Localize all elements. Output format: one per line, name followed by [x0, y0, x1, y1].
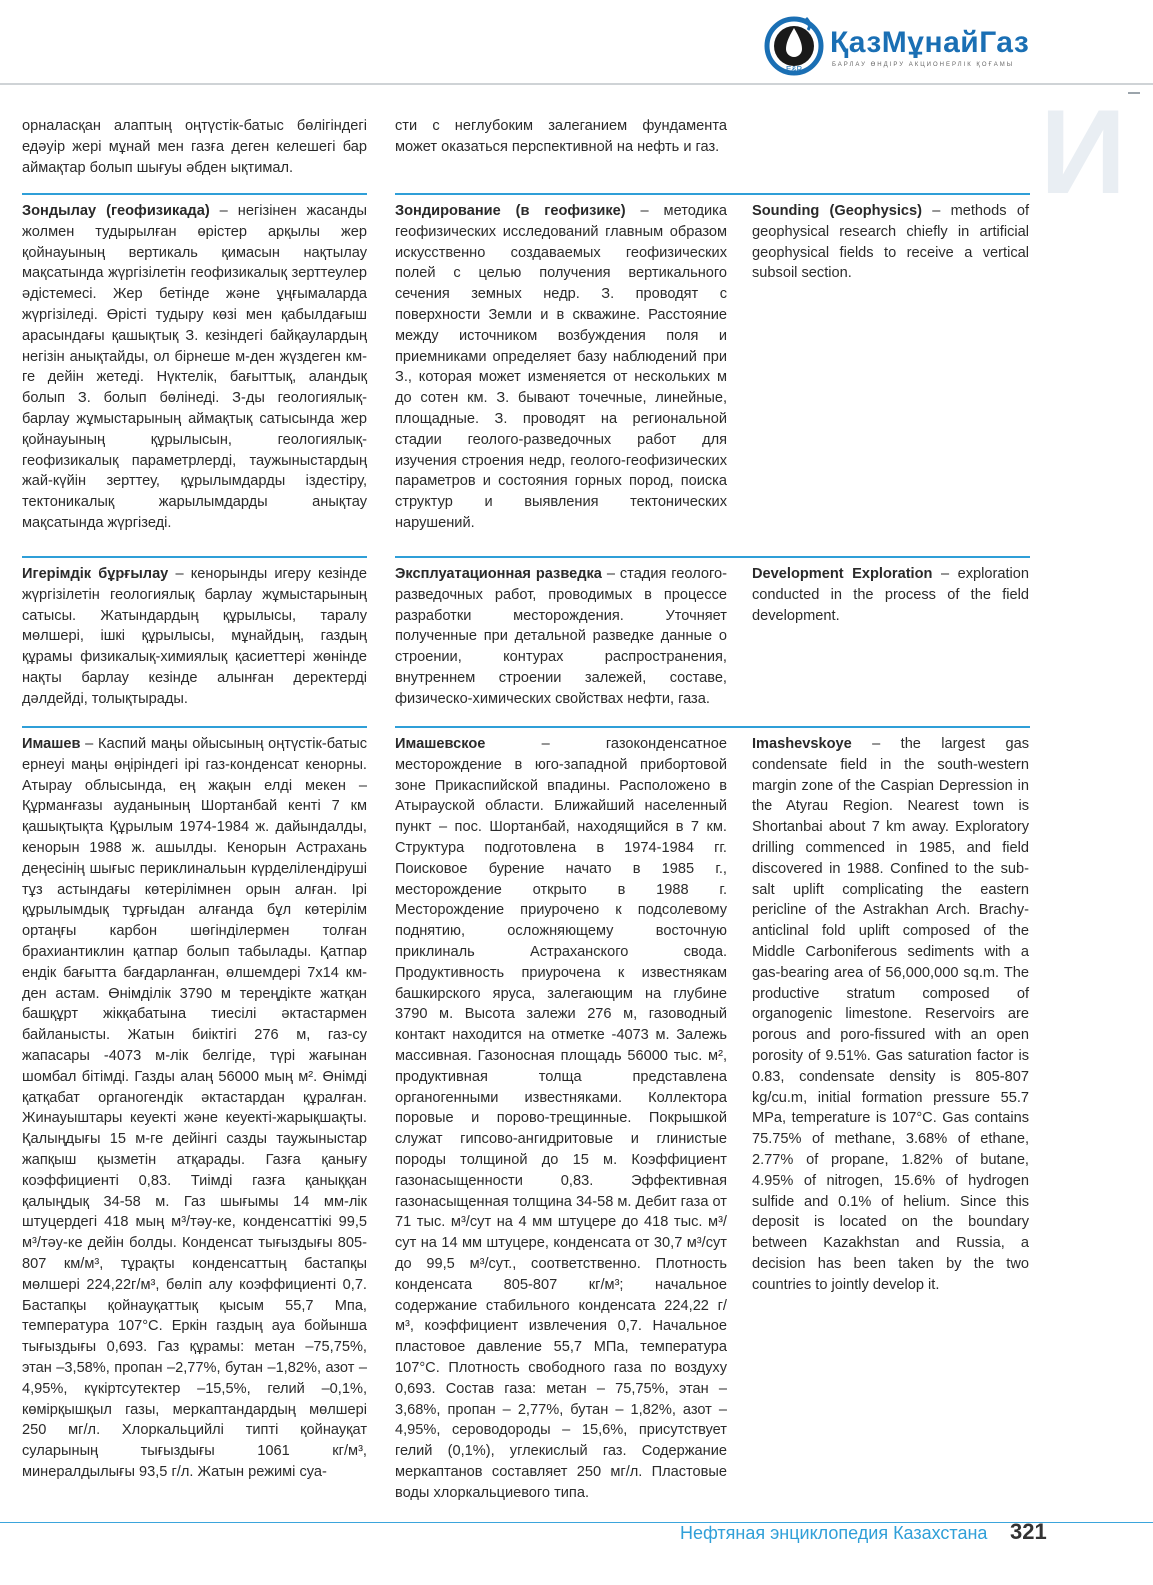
term-definition: – методика геофизических исследований главным образом искусственно создаваемых геофизических полей с целью получения вертикального сечения земных недр. З. проводят с поверхности Земли и в скважине. Расстояние между источником возбуждения поля и приемниками определяет базу наблюдений при З., которая может изменяется от нескольких м до сотен км. З. бывают точечные, линейные, площадные. З. проводят на региональной стадии геолого-разведочных работ для изучения строения недр, геолого-геофизических параметров и состояния горных пород, поиска структур и выявления тектонических нарушений. — [395, 203, 727, 531]
term-heading: Imashevskoye — [752, 736, 852, 752]
header-divider — [0, 83, 1153, 85]
section-divider — [22, 726, 367, 728]
term-definition: – Каспий маңы ойысының оңтүстік-батыс ернеуі маңы өңіріндегі ірі газ-конденсат кенорны. Атырау облысында, ең жақын елді мекен – Құрманғазы ауданының Шортанбай кенті 7 км қашықтықта Құрылым 1974-1984 ж. дайындалды, кенорын 1988 ж. ашылды. Кенорын Астрахань деңесінің шығыс периклинальын күрделілендіруші тұз астындағы көтерілімнен орын алған. Ірі құрылымдық тұрғыдан алғанда бұл көтерілім ортаңғы карбон шөгінділермен толған брахиантиклин қатпар болып табылады. Қатпар ендік бағытта бағдарланған, өлшемдері 7х14 км-ден астам. Өнімділік 3790 м тереңдікте жатқан башқұрт жікқабатына тиесілі әктастармен байланысты. Жатын биіктігі 276 м, газ-су жапасары -4073 м-лік белгіде, түрі жағынан шомбал бітімді. Газды алаң 56000 мың м². Өнімді қатқабат органогендік әктастардан құралған. Жинауыштары кеуекті және кеуекті-жарықшақты. Қалыңдығы 15 м-ге дейінгі сазды таужыныстар жапқыш қызметін атқарады. Газға қанығу коэффициенті 0,83. Тиімді газға қаныққан қалыңдық 34-58 м. Газ шығымы 14 мм-лік штуцердегі 418 мың м³/тәу-ке, конденсаттікі 99,5 м³/тәу-ке дейін болды. Конденсат тығыздығы 805-807 км/м³, тұрақты конденсаттың бастапқы мөлшері 224,22г/м³, бөліп алу коэффициенті 0,7. Бастапқы қойнауқаттық қысым 55,7 Мпа, температура 107°С. Еркін газдың ауа бойынша тығыздығы 0,693. Газ құрамы: метан –75,75%, этан –3,58%, пропан –2,77%, бутан –1,82%, азот – 4,95%, күкіртсутектер –15,5%, гелий –0,1%, көмірқышқыл газы, меркаптандардың мөлшері 250 мг/л. Хлоркальцийлі типті қойнауқат суларының тығыздығы 1061 кг/м³, минералдылығы 93,5 г/л. Жатын режимі суа- — [22, 736, 367, 1480]
section-divider — [22, 193, 367, 195]
term-heading: Development Exploration — [752, 566, 933, 582]
entry-imashev-ru — [395, 734, 727, 1503]
entry-development-kk — [22, 564, 367, 710]
edge-marker — [1128, 92, 1140, 94]
term-definition: – газоконденсатное месторождение в юго-западной прибортовой зоне Прикаспийской впадины. Расположено в Атырауской области. Ближайший населенный пункт – пос. Шортанбай, находящийся в 7 км. Структура подготовлена в 1974-1984 гг. Поисковое бурение начато в 1985 г., месторождение открыто в 1988 г. Месторождение приурочено к подсолевому поднятию, осложняющему восточную приклиналь Астраханского свода. Продуктивность приурочена к известнякам башкирского яруса, залегающим на глубине 3790 м. Высота залежи 276 м, газоводный контакт находится на отметке -4073 м. Залежь массивная. Газоносная площадь 56000 тыс. м², продуктивная толща представлена органогенными известняками. Коллектора поровые и порово-трещинные. Покрышкой служат гипсово-ангидритовые и глинистые породы толщиной до 15 м. Коэффициент газонасыщенности 0,83. Эффективная газонасыщенная толщина 34-58 м. Дебит газа от 71 тыс. м³/сут на 4 мм штуцере до 418 тыс. м³/сут на 14 мм штуцере, конденсата от 30,7 м³/сут до 99,5 м³/сут., соответственно. Плотность конденсата 805-807 кг/м³; начальное содержание стабильного конденсата 224,22 г/м³, коэффициент извлечения 0,7. Начальное пластовое давление 55,7 МПа, температура 107°С. Плотность свободного газа по воздуху 0,693. Состав газа: метан – 75,75%, этан – 3,68%, пропан – 2,77%, бутан – 1,82%, азот – 4,95%, сероводороды – 15,6%, присутствует гелий (0,1%), углекислый газ. Содержание меркаптанов составляет 250 мг/л. Пластовые воды хлоркальциевого типа. — [395, 736, 727, 1501]
term-definition: – methods of geophysical research chiefly in artificial geophysical fields to receive a vertical subsoil section. — [752, 203, 1029, 282]
logo-subtitle: БАРЛАУ ӨНДІРУ АКЦИОНЕРЛІК ҚОҒАМЫ — [832, 62, 1015, 68]
term-heading: Зондылау (геофизикада) — [22, 203, 210, 219]
term-heading: Sounding (Geophysics) — [752, 203, 922, 219]
term-definition: – кенорынды игеру кезінде жүргізілетін геологиялық барлау жұмыстарының сатысы. Жатындардың құрылысы, таралу мөлшері, ішкі құрылысы, мұнайдың, газдың құрамы физикалық-химиялық қасиеттері жөнінде нақты барлау кезінде алынған деректерді дәлдейді, толықтырады. — [22, 566, 367, 707]
entry-development-en — [752, 564, 1029, 626]
entry-imashev-kk — [22, 734, 367, 1483]
page-number: 321 — [1010, 1519, 1047, 1544]
entry-sounding-kk — [22, 201, 367, 534]
term-definition: – the largest gas condensate field in the south-western margin zone of the Caspian Depression in the Atyrau Region. Nearest town is Shortanbai about 7 km away. Exploratory drilling commenced in 1985, and field discovered in 1988. Confined to the sub-salt uplift complicating the eastern pericline of the Astrakhan Arch. Brachy-anticlinal fold uplift composed of the Middle Carboniferous sediments with a gas-bearing area of 56,000,000 sq.m. The productive stratum composed of organogenic limestone. Reservoirs are porous and poro-fissured with an open porosity of 9.51%. Gas saturation factor is 0.83, condensate density is 805-807 kg/cu.m, initial formation pressure 55.7 MPa, temperature is 107°C. Gas contains 75.75% of methane, 3.68% of ethane, 2.77% of propane, 1.82% of butane, 4.95% of nitrogen, 15.6% of hydrogen sulfide and 0.1% of helium. Since this deposit is located on the boundary between Kazakhstan and Russia, a decision has been taken by the two countries to jointly develop it. — [752, 736, 1029, 1293]
entry-imashev-en — [752, 734, 1029, 1296]
term-definition: – exploration conducted in the process of the field development. — [752, 566, 1029, 624]
term-definition: – стадия геолого-разведочных работ, проводимых в процессе разработки месторождения. Уточняет полученные при детальной разведке данные о строении, контурах распространения, внутреннем строении залежей, составе, физическо-химических свойствах нефти, газа. — [395, 566, 727, 707]
section-divider — [395, 726, 1030, 728]
footer-publication-title: Нефтяная энциклопедия Казахстана — [680, 1523, 988, 1543]
entry-development-ru — [395, 564, 727, 710]
intro-kk-text: орналасқан алаптың оңтүстік-батыс бөлігіндегі едәуір жері мұнай мен газға деген келешегі бар аймақтар болып шығуы әбден ықтимал. — [22, 118, 367, 176]
term-heading: Зондирование (в геофизике) — [395, 203, 626, 219]
entry-sounding-en — [752, 201, 1029, 284]
section-divider — [395, 193, 1030, 195]
term-heading: Имашев — [22, 736, 81, 752]
entry-sounding-ru — [395, 201, 727, 534]
term-heading: Игерімдік бұрғылау — [22, 566, 169, 582]
logo-wordmark: ҚазМұнайГаз — [830, 26, 1030, 59]
section-divider — [22, 556, 367, 558]
company-logo — [762, 12, 1052, 76]
term-heading: Эксплуатационная разведка — [395, 566, 602, 582]
section-letter: И — [1040, 85, 1127, 219]
logo-emblem-text: E&P — [785, 65, 803, 74]
intro-ru-text: сти с неглубоким залеганием фундамента может оказаться перспективной на нефть и газ. — [395, 118, 727, 155]
term-heading: Имашевское — [395, 736, 486, 752]
logo-emblem-icon — [762, 12, 826, 76]
term-definition: – негізінен жасанды жолмен тудырылған өрістер арқылы жер қойнауының вертикаль қимасын нақтылау мақсатында жүргізілетін геофизикалық зерттеулер әдістемесі. Жер бетінде және ұңғымаларда жүргізіледі. Өрісті тудыру көзі мен қабылдағыш арасындағы қашықтық З. кезіндегі байқаулардың негізін анықтайды, ол бірнеше м-ден жүздеген км-ге дейін жетеді. Нүктелік, бағыттық, аландық болып З. болып бөлінеді. З-ды геологиялық-барлау жұмыстарының аймақтық сатысында жер қойнауының құрылысын, геологиялық-геофизикалық параметрлерді, таужыныстардың жай-күйін зерттеу, құрылымдарды іздестіру, тектоникалық жарылымдарды анықтау мақсатында жүргізеді. — [22, 203, 367, 531]
section-divider — [395, 556, 1030, 558]
